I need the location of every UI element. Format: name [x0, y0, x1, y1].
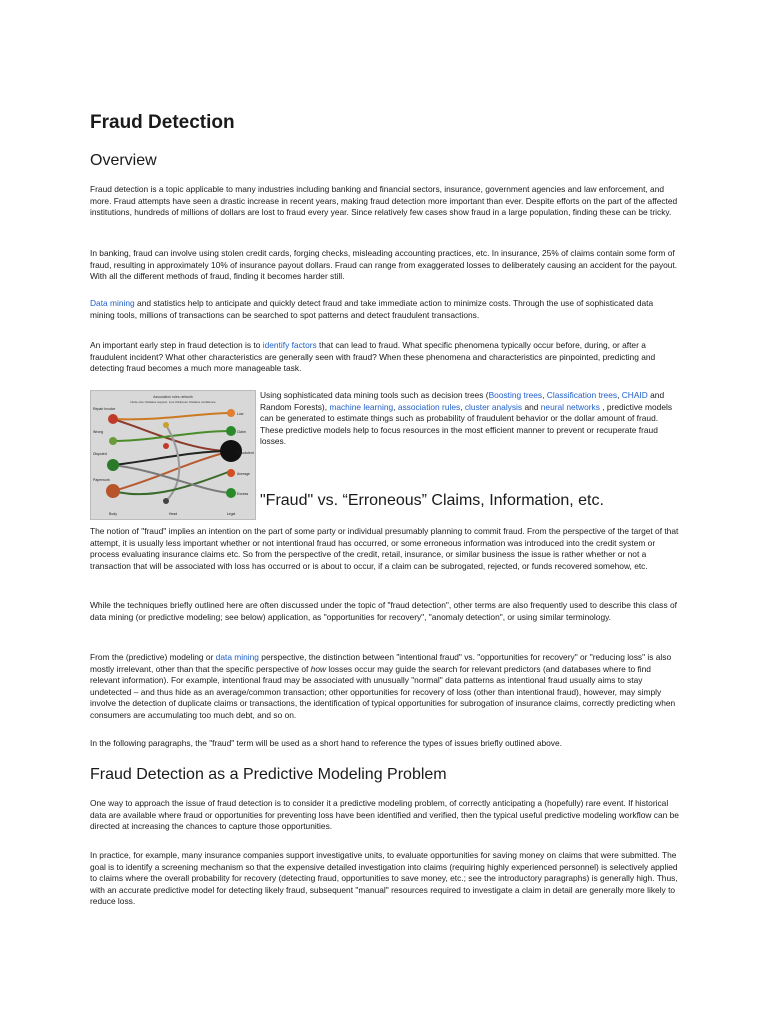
- page-title: Fraud Detection: [90, 112, 235, 133]
- link-identify-factors[interactable]: identify factors: [262, 340, 317, 350]
- figure-bottom-label-3: Legal: [226, 512, 236, 516]
- link-data-mining-2[interactable]: data mining: [215, 652, 259, 662]
- section-heading-fraud-vs-erroneous: "Fraud" vs. “Erroneous” Claims, Information, etc.: [260, 492, 604, 509]
- section-heading-predictive-modeling: Fraud Detection as a Predictive Modeling Problem: [90, 766, 447, 783]
- paragraph-following: In the following paragraphs, the "fraud" term will be used as a short hand to reference the types of issues briefly outlined above.: [90, 738, 562, 748]
- paragraph-intro: Fraud detection is a topic applicable to many industries including banking and financial sectors, insurance, government agencies and law enforcement, and more. Fraud attempts have seen a drastic increase in recent years, making fraud detection more important than ever. Despite efforts on the part of the affected institutions, hundreds of millions of dollars are lost to fraud every year. Since relatively few cases show fraud in a large population, finding these can be tricky.: [90, 184, 678, 218]
- figure-right-node-4: Average: [237, 472, 250, 476]
- link-boosting-trees[interactable]: Boosting trees: [488, 390, 543, 400]
- link-data-mining[interactable]: Data mining: [90, 298, 135, 308]
- figure-title-line2: Node size: Relative support, Line thickness: Relative confidence: [130, 400, 216, 404]
- figure-bottom-label-1: Body: [109, 512, 117, 516]
- link-cluster-analysis[interactable]: cluster analysis: [464, 401, 523, 412]
- link-classification-trees[interactable]: Classification trees: [546, 390, 618, 400]
- paragraph-practice: In practice, for example, many insurance companies support investigative units, to evaluate opportunities for saving money on claims that were submitted. The goal is to identify a screening mechanism so that the expensive detailed investigation into claims (requiring highly experienced personnel) is selectively applied to claims where the overall probability for recovery (detecting fraud, opportunities to save money, etc.; see the introductory paragraphs) is generally high. Thus, with an accurate predictive model for detecting likely fraud, subsequent "manual" resources required to investigate a claim in detail are generally more likely to reduce loss.: [90, 850, 678, 907]
- link-association-rules[interactable]: association rules: [397, 401, 461, 412]
- figure-left-node-3: Disputed: [93, 452, 107, 456]
- figure-left-node-1: Repair Invoice: [93, 407, 116, 411]
- overview-heading: Overview: [90, 152, 157, 169]
- figure-right-node-3: Fraudulent: [237, 451, 254, 455]
- paragraph-identify-factors: An important early step in fraud detection is to identify factors that can lead to fraud. What specific phenomena typically occur before, during, or after a fraudulent incident? What other characteristics are generally seen with fraud? When these phenomena and characteristics are pinpointed, predicting and detecting fraud becomes a much more manageable task.: [90, 340, 656, 374]
- paragraph-notion: The notion of "fraud" implies an intention on the part of some party or individual presumably planning to commit fraud. From the perspective of the target of that attempt, it is usually less important whether or not intentional fraud has occurred, or some erroneous information was introduced into the credit system or process evaluating insurance claims etc. So from the perspective of the credit, retail, insurance, or similar business the issue is rather whether or not a transaction that will be associated with loss has occurred or is about to occur, if a claim can be subrogated, rejected, or funds recovered somehow, etc.: [90, 526, 679, 571]
- figure-right-node-5: Excess: [237, 492, 249, 496]
- figure-left-node-2: Wrong: [93, 430, 104, 434]
- link-chaid[interactable]: CHAID: [621, 390, 648, 400]
- figure-right-node-1: Low: [237, 412, 244, 416]
- link-neural-networks[interactable]: neural networks: [540, 401, 600, 412]
- figure-right-node-2: Claim: [237, 430, 246, 434]
- paragraph-banking: In banking, fraud can involve using stolen credit cards, forging checks, misleading accounting practices, etc. In insurance, 25% of claims contain some form of fraud, resulting in approximately 10% of insurance payout dollars. Fraud can range from exaggerated losses to deliberately causing an accident for the payout. With all the different methods of fraud, finding it becomes harder still.: [90, 248, 678, 282]
- association-network-figure: [90, 390, 256, 520]
- paragraph-modeling-perspective: From the (predictive) modeling or data mining perspective, the distinction between "intentional fraud" vs. "opportunities for recovery" or "reducing loss" is also mostly irrelevant, other than that the specific perspective of how losses occur may guide the search for relevant predictors (and databases where to find relevant information). For example, intentional fraud may be associated with unusually "normal" data patterns as intentional fraud usually aims to stay undetected – and thus hide as an average/common transaction; other opportunities for recovery of loss (other than intentional fraud), however, may simply involve the detection of duplicate claims or transactions, the identification of typical opportunities for subrogation of insurance claims, correctly predicting when consumers are accumulating too much debt, and so on.: [90, 652, 676, 720]
- link-machine-learning[interactable]: machine learning: [329, 401, 394, 412]
- paragraph-tools: Using sophisticated data mining tools such as decision trees (Boosting trees, Classification trees, CHAID and Random Forests), machine learning, association rules, cluster analysis and neural networks , predictive models can be generated to estimate things such as probability of fraudulent behavior or the dollar amount of fraud. These predictive models help to focus resources in the most efficient manner to prevent or recuperate fraud losses.: [260, 390, 673, 447]
- paragraph-techniques: While the techniques briefly outlined here are often discussed under the topic of "fraud detection", other terms are also frequently used to describe this class of data mining (or predictive modeling; see below) application, as "opportunities for recovery", "anomaly detection", or using similar terminology.: [90, 600, 677, 622]
- association-network-svg: [91, 391, 255, 519]
- paragraph-approach: One way to approach the issue of fraud detection is to consider it a predictive modeling problem, of correctly anticipating a (hopefully) rare event. If historical data are available where fraud or opportunities for preventing loss have been identified and verified, then the typical useful predictive modeling workflow can be directed at increasing the chances to capture those opportunities.: [90, 798, 679, 832]
- figure-left-node-4: Paperwork: [93, 478, 110, 482]
- paragraph-data-mining: Data mining and statistics help to anticipate and quickly detect fraud and take immediate action to minimize costs. Through the use of sophisticated data mining tools, millions of transactions can be searched to spot patterns and detect fraudulent transactions.: [90, 298, 654, 320]
- figure-title-line1: Association rules network: [153, 395, 193, 399]
- figure-bottom-label-2: Head: [168, 512, 178, 516]
